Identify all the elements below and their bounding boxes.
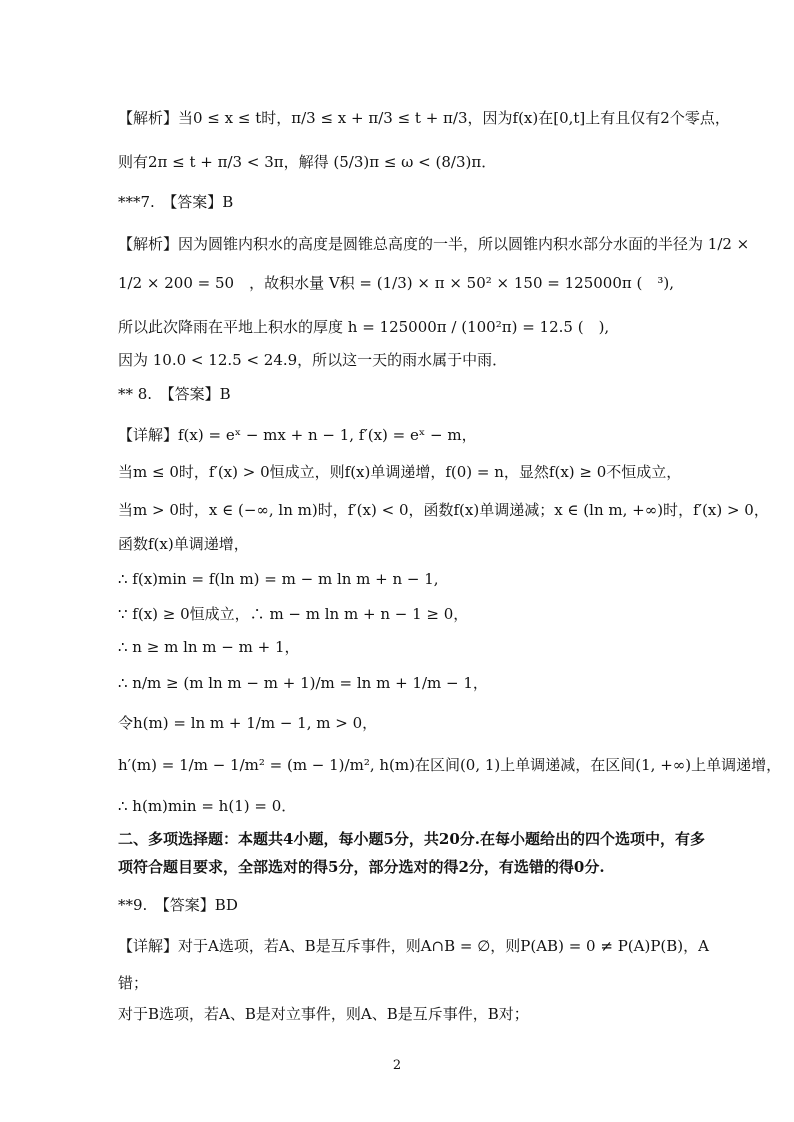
answer-8: ** 8. 【答案】B (118, 385, 231, 403)
line-14: ∵ f(x) ≥ 0恒成立，∴ m − m ln m + n − 1 ≥ 0， (118, 605, 469, 623)
answer-9: **9. 【答案】BD (118, 896, 238, 914)
line-9: 【详解】f(x) = eˣ − mx + n − 1, f′(x) = eˣ − m， (118, 426, 477, 444)
line-18: h′(m) = 1/m − 1/m² = (m − 1)/m², h(m)在区间(0, 1)上单调递减，在区间(1, +∞)上单调递增， (118, 756, 782, 774)
page-number: 2 (392, 1058, 402, 1073)
section-heading-2: 项符合题目要求，全部选对的得5分，部分选对的得2分，有选错的得0分. (118, 858, 605, 876)
line-15: ∴ n ≥ m ln m − m + 1， (118, 638, 300, 656)
line-24: 错； (118, 974, 149, 992)
answer-7: ***7. 【答案】B (118, 193, 234, 211)
line-1: 【解析】当0 ≤ x ≤ t时，π/3 ≤ x + π/3 ≤ t + π/3，因为f(x)在[0,t]上有且仅有2个零点， (118, 109, 730, 127)
section-heading-1: 二、多项选择题：本题共4小题，每小题5分，共20分.在每小题给出的四个选项中，有多 (118, 830, 705, 848)
line-4: 【解析】因为圆锥内积水的高度是圆锥总高度的一半，所以圆锥内积水部分水面的半径为 1/2 × (118, 235, 750, 253)
line-25: 对于B选项，若A、B是对立事件，则A、B是互斥事件，B对； (118, 1005, 529, 1023)
line-19: ∴ h(m)min = h(1) = 0． (118, 797, 297, 815)
line-2: 则有2π ≤ t + π/3 < 3π，解得 (5/3)π ≤ ω < (8/3)π． (118, 153, 497, 171)
line-10: 当m ≤ 0时，f′(x) > 0恒成立，则f(x)单调递增，f(0) = n，显然f(x) ≥ 0不恒成立， (118, 463, 682, 481)
line-13: ∴ f(x)min = f(ln m) = m − m ln m + n − 1, (118, 570, 439, 588)
line-23: 【详解】对于A选项，若A、B是互斥事件，则A∩B = ∅，则P(AB) = 0 ≠ P(A)P(B)，A (118, 937, 709, 955)
line-6: 所以此次降雨在平地上积水的厚度 h = 125000π / (100²π) = 12.5 ( ), (118, 318, 610, 336)
line-7: 因为 10.0 < 12.5 < 24.9，所以这一天的雨水属于中雨． (118, 351, 508, 369)
line-11: 当m > 0时，x ∈ (−∞, ln m)时，f′(x) < 0，函数f(x)单调递减；x ∈ (ln m, +∞)时，f′(x) > 0， (118, 501, 769, 519)
line-12: 函数f(x)单调递增， (118, 535, 249, 553)
line-16: ∴ n/m ≥ (m ln m − m + 1)/m = ln m + 1/m − 1， (118, 674, 488, 692)
line-5: 1/2 × 200 = 50 ，故积水量 V积 = (1/3) × π × 50² × 150 = 125000π ( ³), (118, 274, 674, 292)
line-17: 令h(m) = ln m + 1/m − 1, m > 0， (118, 714, 378, 732)
